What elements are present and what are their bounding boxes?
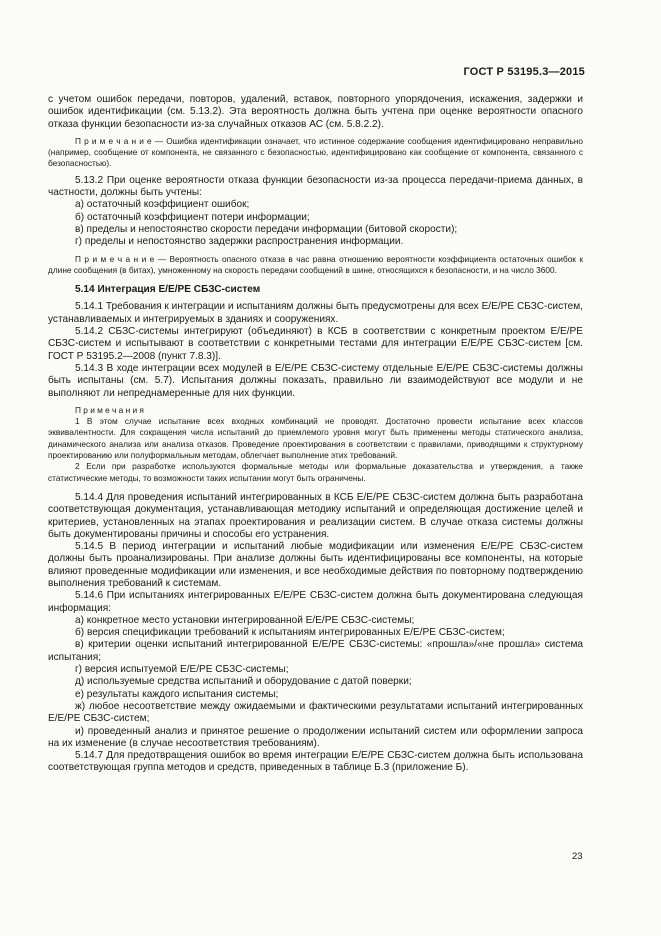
list-item: а) конкретное место установки интегрированной E/E/PE СБЗС-системы; [75,614,415,626]
note-text: — Вероятность опасного отказа в час равна отношению вероятности коэффициента остаточных ошибок к длине сообщения (в битах), умноженному на скорость передачи сообщений в шине, относящихся к безопасности, и на число 3600. [48,253,584,275]
list-item: в) критерии оценки испытаний интегрированной E/E/PE СБЗС-системы: «прошла»/«не прошла» системa испытания; [48,639,583,663]
clause-5-14-4: 5.14.4 Для проведения испытаний интегрированных в КСБ E/E/PE СБЗС-систем должна быть разработана соответствующая документация, устанавливающая методику испытаний и определяющая достижение целей и критериев, установленных на этапах проектирования и реализации систем. В случае отказа системы должны быть документированы причины и способы его устранения. [48,491,583,540]
list-item: д) используемые средства испытаний и оборудование с датой поверки; [75,676,412,688]
notes-label: П р и м е ч а н и я [75,404,144,415]
list-item: е) результаты каждого испытания системы; [75,688,279,700]
note-identification-error [48,136,583,170]
note-hazard-probability [48,254,583,277]
standard-code-header: ГОСТ Р 53195.3—2015 [463,66,585,78]
list-item: г) версия испытуемой E/E/PE СБЗС-системы; [75,664,289,676]
list-item: б) остаточный коэффициент потери информации; [75,211,310,223]
list-item: в) пределы и непостоянство скорости передачи информации (битовой скорости); [75,223,458,235]
clause-5-13-2: 5.13.2 При оценке вероятности отказа функции безопасности из-за процесса передачи-приема данных, в частности, должны быть учтены: [48,174,583,199]
clause-5-14-6: 5.14.6 При испытаниях интегрированных E/E/PE СБЗС-систем должна быть документирована следующая информация: [48,590,583,614]
clause-5-14-1: 5.14.1 Требования к интеграции и испытаниям должны быть предусмотрены для всех E/E/PE СБЗС-систем, устанавливаемых и интегрируемых в зданиях и сооружениях. [48,301,583,325]
clause-5-14-2: 5.14.2 СБЗС-системы интегрируют (объединяют) в КСБ в соответствии с конкретным проектом E/E/PE СБЗС-систем и испытывают в соответствии с конкретными тестами для интеграции E/E/PE СБЗС-систем [см. ГОСТ Р 53195.2—2008 (пункт 7.8.3)]. [48,326,583,362]
clause-5-14-7: 5.14.7 Для предотвращения ошибок во время интеграции E/E/PE СБЗС-систем должна быть использована соответствующая группа методов и средств, приведенных в таблице Б.3 (приложение Б). [48,750,583,774]
page-content [48,94,583,775]
paragraph-continuation: с учетом ошибок передачи, повторов, удалений, вставок, повторного упорядочения, искажения, задержки и ошибок идентификации (см. 5.13.2). Эта вероятность должна быть учтена при оценке вероятности опасного отказа функции безопасности из-за случайных отказов АС (см. 5.8.2.2). [48,94,583,130]
list-item: ж) любое несоответствие между ожидаемыми и фактическими результатами испытаний интегрированных E/E/PE СБЗС-систем; [48,700,583,725]
list-item: и) проведенный анализ и принятое решение о продолжении испытаний систем или оформлении запроса на их изменение (в случае несоответствия требованиям). [48,725,583,749]
list-item: б) версия спецификации требований к испытаниям интегрированных E/E/PE СБЗС-систем; [75,627,505,639]
note-2: 2 Если при разработке используются формальные методы или формальные доказательства и утверждения, а также статистические методы, то возможности таких испытании могут быть ограничены. [48,461,583,483]
clause-5-14-5: 5.14.5 В период интеграции и испытаний любые модификации или изменения E/E/PE СБЗС-систем должны быть проанализированы. При анализе должны быть идентифицированы все компоненты, на которые влияют проведенные модификации или изменения, и все необходимые действия по повторному подтверждению выполнения требований к системам. [48,541,583,589]
note-1: 1 В этом случае испытание всех входных комбинаций не проводят. Достаточно провести испытание всех классов эквивалентности. Для сокращения числа испытаний до приемлемого уровня могут быть применены методы статического анализа, динамического анализа или анализа отказов. Проведение проектирования в соответствии с правилами, приводящими к структурному проектированию или полуформальным методам, облегчает выполнение этих требований. [48,416,583,461]
note-label: П р и м е ч а н и е [75,135,152,146]
clause-5-14-3: 5.14.3 В ходе интеграции всех модулей в E/E/PE СБЗС-систему отдельные E/E/PE СБЗС-системы должны быть испытаны (см. 5.7). Испытания должны показать, правильно ли взаимодействуют все модули и не выполняют ли непреднамеренные для них функции. [48,362,583,399]
section-heading-5-14: 5.14 Интеграция E/E/PE СБЗС-систем [75,284,261,296]
note-text: — Ошибка идентификации означает, что истинное содержание сообщения идентифицировано неправильно (например, сообщение от компонента, не связанного с безопасностью, идентифицировано как сообщение от компонента, связанного с безопасностью). [48,135,583,169]
list-item: а) остаточный коэффициент ошибок; [75,199,250,211]
page-number: 23 [572,851,583,862]
note-label: П р и м е ч а н и е [75,253,155,264]
list-item: г) пределы и непостоянство задержки распространения информации. [75,236,404,248]
